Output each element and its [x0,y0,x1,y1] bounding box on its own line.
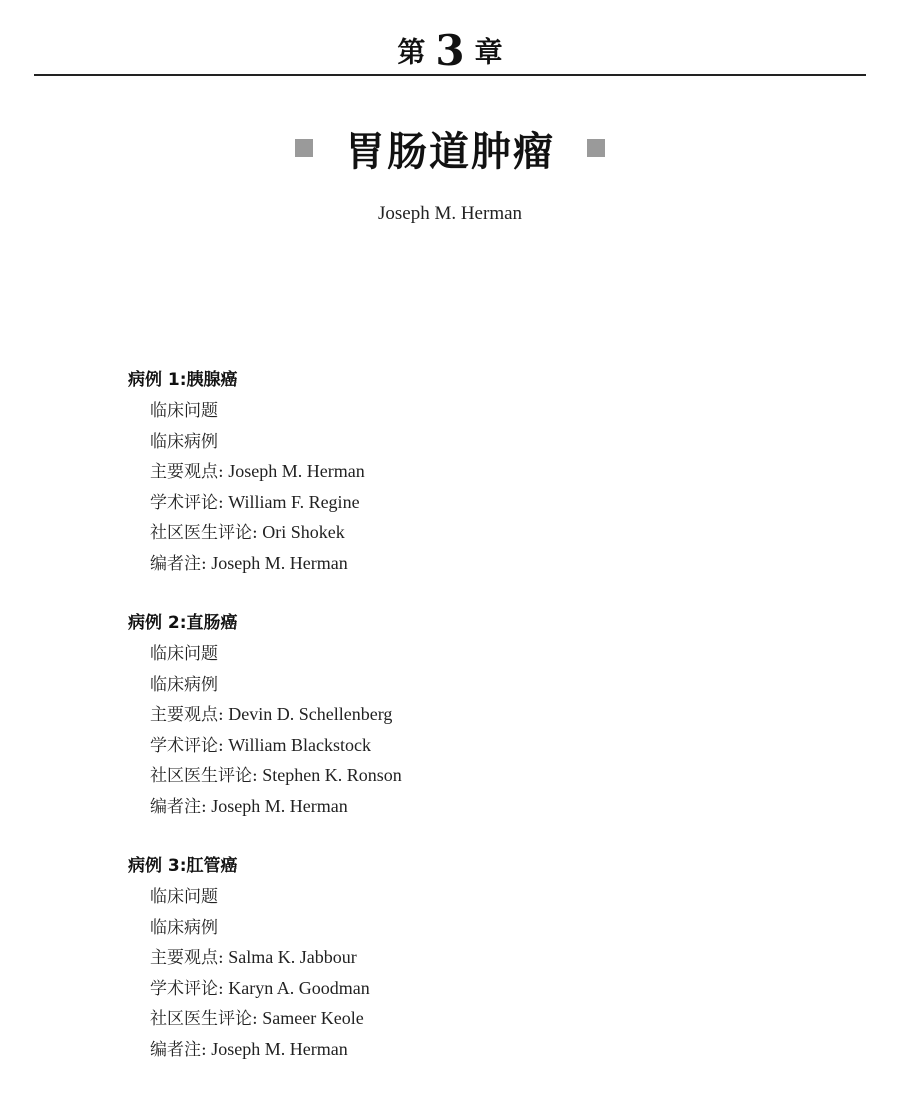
chapter-title: 胃肠道肿瘤 [345,128,555,175]
toc-entry [128,548,828,579]
toc-entry [128,760,828,791]
chapter-divider [34,74,866,76]
toc-entry [128,669,828,700]
case-section [128,851,828,1064]
toc-entry [128,973,828,1004]
toc-entry [128,426,828,457]
toc-entry [128,942,828,973]
entry-author: Ori Shokek [262,522,345,542]
entry-label: 编者注: [150,553,207,574]
case-section [128,608,828,821]
entry-label: 临床问题 [150,644,218,664]
toc-entry [128,699,828,730]
entry-label: 社区医生评论: [150,523,258,543]
toc-entry [128,395,828,426]
entry-label: 主要观点: [150,462,224,482]
entry-label: 学术评论: [150,978,224,999]
entry-label: 学术评论: [150,492,224,513]
toc-entry [128,1003,828,1034]
entry-author: Joseph M. Herman [211,552,348,573]
toc-entry [128,487,828,518]
entry-author: Devin D. Schellenberg [228,704,393,724]
chapter-suffix: 章 [474,35,503,69]
entry-author: Salma K. Jabbour [228,947,357,967]
toc-entry [128,456,828,487]
toc-entry [128,912,828,943]
entry-author: Joseph M. Herman [228,461,365,481]
chapter-title-row [0,118,900,178]
entry-author: William Blackstock [228,734,371,755]
chapter-heading [0,26,900,75]
entry-label: 临床病例 [150,674,218,695]
chapter-prefix: 第 [397,35,426,69]
entry-label: 主要观点: [150,705,224,725]
entry-label: 临床问题 [150,401,218,421]
toc-entry [128,791,828,822]
case-title: 病例 3:肛管癌 [128,856,238,876]
entry-author: Joseph M. Herman [211,1038,348,1059]
entry-author: William F. Regine [228,491,360,512]
entry-author: Sameer Keole [262,1008,364,1028]
entry-author: Stephen K. Ronson [262,765,402,785]
case-title: 病例 2:直肠癌 [128,613,238,633]
entry-label: 临床病例 [150,917,218,938]
toc-entry [128,517,828,548]
entry-label: 社区医生评论: [150,1009,258,1029]
toc-entry [128,881,828,912]
square-bullet-icon [587,139,605,157]
case-section [128,365,828,578]
entry-author: Joseph M. Herman [211,795,348,816]
entry-label: 临床病例 [150,431,218,452]
table-of-contents [128,365,828,1094]
entry-label: 编者注: [150,1039,207,1060]
entry-label: 临床问题 [150,887,218,907]
entry-author: Karyn A. Goodman [228,977,370,998]
toc-entry [128,1034,828,1065]
entry-label: 编者注: [150,796,207,817]
entry-label: 社区医生评论: [150,766,258,786]
entry-label: 主要观点: [150,948,224,968]
entry-label: 学术评论: [150,735,224,756]
chapter-author: Joseph M. Herman [377,203,523,224]
toc-entry [128,730,828,761]
square-bullet-icon [295,139,313,157]
toc-entry [128,638,828,669]
chapter-number: 3 [435,26,465,75]
case-title: 病例 1:胰腺癌 [128,370,238,390]
